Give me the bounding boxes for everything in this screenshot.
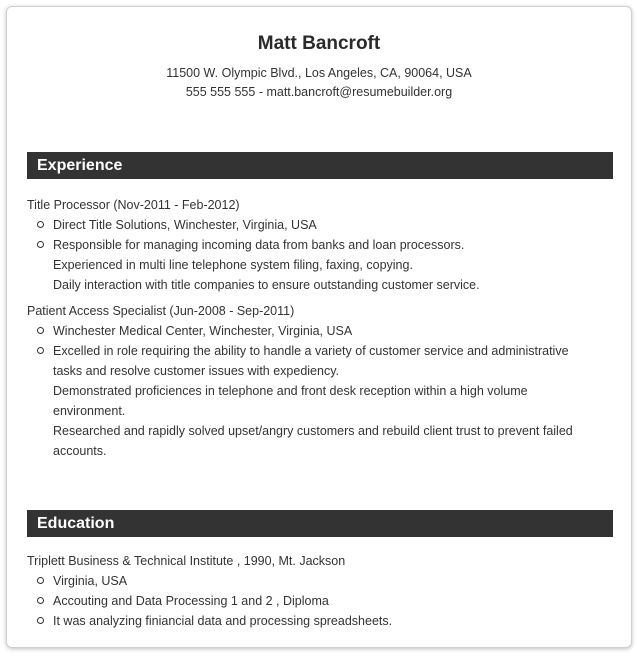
job-detail-line: Excelled in role requiring the ability to handle a variety of customer service and administrative [53, 344, 569, 358]
list-item [27, 235, 607, 295]
list-item [27, 215, 607, 235]
job-bullets [27, 215, 607, 295]
candidate-name: Matt Bancroft [257, 33, 381, 54]
job-detail-line: accounts. [53, 444, 107, 458]
list-item [27, 321, 607, 341]
job-title: Title Processor (Nov-2011 - Feb-2012) [27, 198, 240, 212]
education-bullets [27, 571, 607, 631]
job-title: Patient Access Specialist (Jun-2008 - Sep-2011) [27, 304, 295, 318]
job-detail-line: tasks and resolve customer issues with expediency. [53, 364, 340, 378]
job-detail-line: environment. [53, 404, 126, 418]
job-detail-line: Experienced in multi line telephone system filing, faxing, copying. [53, 258, 413, 272]
school-name: Triplett Business & Technical Institute , 1990, Mt. Jackson [27, 554, 346, 568]
job-bullets [27, 321, 607, 461]
job-detail-line: Demonstrated proficiences in telephone and front desk reception within a high volume [53, 384, 528, 398]
education-entry [27, 552, 607, 631]
job-detail-line: Researched and rapidly solved upset/angry customers and rebuild client trust to prevent failed [53, 424, 573, 438]
education-item: Virginia, USA [53, 574, 128, 588]
list-item [27, 611, 607, 631]
job-entry-1 [27, 196, 607, 295]
bullet-icon [37, 241, 44, 248]
list-item [27, 571, 607, 591]
resume-card [6, 6, 632, 648]
education-item: Accouting and Data Processing 1 and 2 , Diploma [53, 594, 329, 608]
experience-section-header: Experience [27, 152, 613, 179]
bullet-icon [37, 221, 44, 228]
education-section-header: Education [27, 510, 613, 537]
education-item: It was analyzing finiancial data and processing spreadsheets. [53, 614, 393, 628]
list-item [27, 591, 607, 611]
bullet-icon [37, 327, 44, 334]
contact-line: 555 555 555 - matt.bancroft@resumebuilder.org [185, 85, 453, 99]
job-entry-2 [27, 302, 607, 461]
job-company: Winchester Medical Center, Winchester, Virginia, USA [53, 324, 353, 338]
bullet-icon [37, 617, 44, 624]
job-detail-line: Daily interaction with title companies to ensure outstanding customer service. [53, 278, 480, 292]
bullet-icon [37, 577, 44, 584]
list-item [27, 341, 607, 461]
bullet-icon [37, 347, 44, 354]
job-detail-line: Responsible for managing incoming data from banks and loan processors. [53, 238, 465, 252]
bullet-icon [37, 597, 44, 604]
job-company: Direct Title Solutions, Winchester, Virginia, USA [53, 218, 317, 232]
address-line: 11500 W. Olympic Blvd., Los Angeles, CA, 90064, USA [166, 66, 472, 80]
